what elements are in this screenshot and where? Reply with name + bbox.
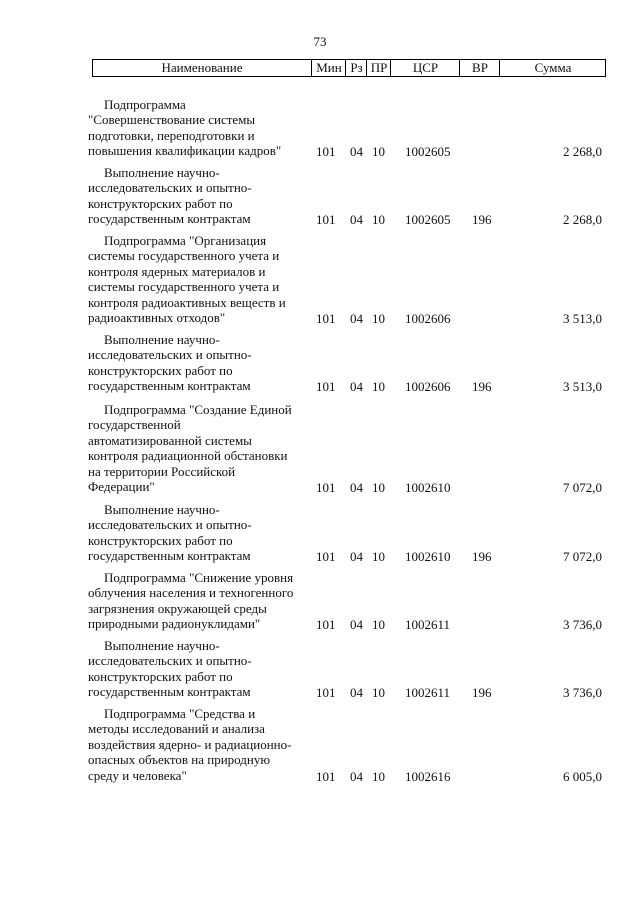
row-name-line: методы исследований и анализа (88, 721, 265, 737)
row-name-line: исследовательских и опытно- (88, 653, 252, 669)
cell-sum: 3 513,0 (563, 310, 602, 326)
row-name (88, 332, 310, 394)
row-name (88, 570, 310, 632)
cell-rz: 04 (350, 684, 363, 700)
cell-pr: 10 (372, 310, 385, 326)
row-name-line: "Совершенствование системы (88, 112, 256, 128)
cell-sum: 2 268,0 (563, 211, 602, 227)
row-name-line: Подпрограмма "Снижение уровня (104, 570, 294, 585)
row-name (88, 706, 310, 783)
cell-csr: 1002605 (405, 143, 451, 159)
cell-sum: 7 072,0 (563, 548, 602, 564)
cell-csr: 1002611 (405, 684, 451, 700)
cell-rz: 04 (350, 211, 363, 227)
cell-rz: 04 (350, 548, 363, 564)
cell-min: 101 (316, 768, 336, 784)
cell-sum: 7 072,0 (563, 479, 602, 495)
row-name (88, 233, 310, 325)
cell-pr: 10 (372, 143, 385, 159)
row-name-line: конструкторских работ по (88, 195, 233, 211)
row-name-line: загрязнения окружающей среды (88, 600, 267, 616)
row-name-line: Выполнение научно- (104, 332, 220, 347)
cell-pr: 10 (372, 378, 385, 394)
row-name-line: автоматизированной системы (88, 432, 252, 448)
header-rz: Рз (345, 60, 367, 76)
row-name-line: конструкторских работ по (88, 668, 233, 684)
table-row (0, 402, 640, 495)
cell-sum: 6 005,0 (563, 768, 602, 784)
row-name (88, 97, 310, 159)
row-name-line: на территории Российской (88, 463, 236, 479)
table-row (0, 502, 640, 564)
cell-vr: 196 (472, 211, 492, 227)
row-name-line: природными радионуклидами" (88, 616, 261, 632)
header-sum: Сумма (499, 60, 606, 76)
row-name-line: Федерации" (88, 479, 155, 495)
row-name-line: Выполнение научно- (104, 638, 220, 653)
cell-pr: 10 (372, 211, 385, 227)
header-csr: ЦСР (390, 60, 460, 76)
cell-pr: 10 (372, 768, 385, 784)
row-name-line: системы государственного учета и (88, 279, 280, 295)
cell-min: 101 (316, 310, 336, 326)
cell-min: 101 (316, 211, 336, 227)
row-name-line: опасных объектов на природную (88, 752, 271, 768)
row-name (88, 638, 310, 700)
page-number: 73 (313, 34, 327, 49)
row-name-line: контроля радиоактивных веществ и (88, 294, 286, 310)
cell-min: 101 (316, 479, 336, 495)
row-name-line: подготовки, переподготовки и (88, 127, 255, 143)
row-name-line: конструкторских работ по (88, 532, 233, 548)
row-name-line: воздействия ядерно- и радиационно- (88, 736, 292, 752)
cell-vr: 196 (472, 548, 492, 564)
row-name-line: радиоактивных отходов" (88, 310, 226, 326)
row-name (88, 502, 310, 564)
cell-pr: 10 (372, 616, 385, 632)
row-name-line: системы государственного учета и (88, 248, 280, 264)
cell-rz: 04 (350, 378, 363, 394)
row-name (88, 165, 310, 227)
row-name-line: контроля радиационной обстановки (88, 448, 288, 464)
cell-vr: 196 (472, 378, 492, 394)
row-name-line: Подпрограмма "Средства и (104, 706, 256, 721)
row-name-line: Выполнение научно- (104, 502, 220, 517)
cell-rz: 04 (350, 143, 363, 159)
cell-rz: 04 (350, 616, 363, 632)
cell-csr: 1002610 (405, 548, 451, 564)
row-name-line: Подпрограмма "Организация (104, 233, 267, 248)
cell-sum: 3 736,0 (563, 616, 602, 632)
row-name-line: среду и человека" (88, 767, 187, 783)
row-name-line: государственным контрактам (88, 548, 251, 564)
cell-min: 101 (316, 143, 336, 159)
row-name-line: исследовательских и опытно- (88, 517, 252, 533)
row-name-line: Выполнение научно- (104, 165, 220, 180)
header-pr: ПР (366, 60, 391, 76)
header-min: Мин (311, 60, 346, 76)
cell-csr: 1002616 (405, 768, 451, 784)
row-name-line: исследовательских и опытно- (88, 347, 252, 363)
cell-rz: 04 (350, 310, 363, 326)
cell-sum: 3 513,0 (563, 378, 602, 394)
row-name (88, 402, 310, 494)
cell-csr: 1002610 (405, 479, 451, 495)
row-name-line: контроля ядерных материалов и (88, 263, 266, 279)
row-name-line: облучения населения и техногенного (88, 585, 294, 601)
row-name-line: повышения квалификации кадров" (88, 143, 282, 159)
row-name-line: государственным контрактам (88, 684, 251, 700)
table-row (0, 97, 640, 159)
cell-pr: 10 (372, 684, 385, 700)
table-row (0, 332, 640, 394)
cell-csr: 1002611 (405, 616, 451, 632)
cell-csr: 1002606 (405, 378, 451, 394)
header-name: Наименование (161, 60, 243, 75)
cell-min: 101 (316, 378, 336, 394)
cell-min: 101 (316, 616, 336, 632)
row-name-line: конструкторских работ по (88, 362, 233, 378)
row-name-line: государственной (88, 417, 181, 433)
cell-pr: 10 (372, 548, 385, 564)
cell-min: 101 (316, 684, 336, 700)
row-name-line: государственным контрактам (88, 211, 251, 227)
cell-csr: 1002605 (405, 211, 451, 227)
table-row (0, 706, 640, 784)
table-row (0, 570, 640, 632)
table-row (0, 638, 640, 700)
row-name-line: государственным контрактам (88, 378, 251, 394)
table-row (0, 165, 640, 227)
cell-pr: 10 (372, 479, 385, 495)
cell-csr: 1002606 (405, 310, 451, 326)
cell-vr: 196 (472, 684, 492, 700)
cell-sum: 3 736,0 (563, 684, 602, 700)
row-name-line: Подпрограмма (104, 97, 186, 112)
cell-rz: 04 (350, 479, 363, 495)
header-vr: ВР (459, 60, 500, 76)
row-name-line: Подпрограмма "Создание Единой (104, 402, 292, 417)
cell-rz: 04 (350, 768, 363, 784)
cell-sum: 2 268,0 (563, 143, 602, 159)
cell-min: 101 (316, 548, 336, 564)
row-name-line: исследовательских и опытно- (88, 180, 252, 196)
table-row (0, 233, 640, 326)
